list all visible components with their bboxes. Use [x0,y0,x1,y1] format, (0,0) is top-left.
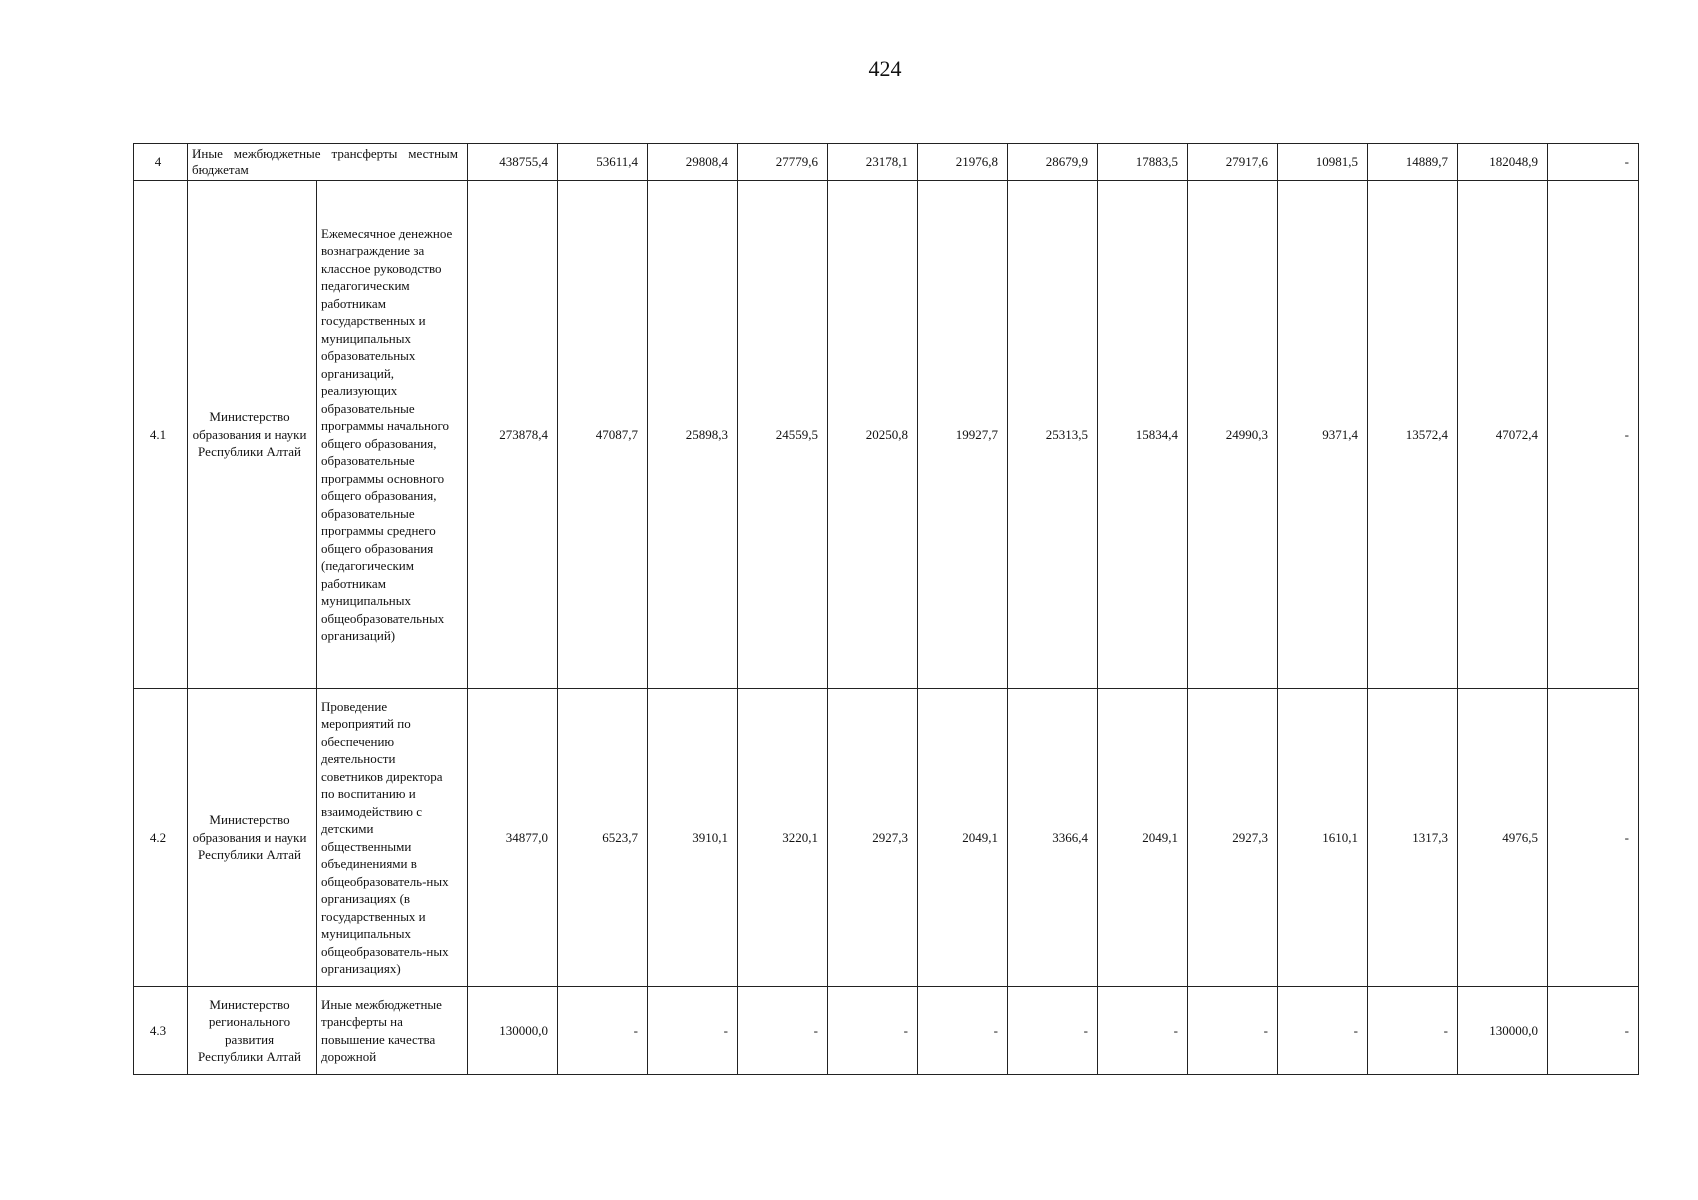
value-cell: 3910,1 [648,689,738,987]
value-cell: 34877,0 [468,689,558,987]
value-cell: 21976,8 [918,144,1008,181]
value-cell: 14889,7 [1368,144,1458,181]
value-cell: 29808,4 [648,144,738,181]
value-cell: - [1548,181,1639,689]
value-cell: - [1548,144,1639,181]
value-cell: 17883,5 [1098,144,1188,181]
value-cell: - [1278,987,1368,1075]
value-cell: - [1188,987,1278,1075]
value-cell: - [1098,987,1188,1075]
value-cell: - [1368,987,1458,1075]
value-cell: 6523,7 [558,689,648,987]
value-cell: - [648,987,738,1075]
value-cell: 2049,1 [1098,689,1188,987]
value-cell: 273878,4 [468,181,558,689]
value-cell: - [1008,987,1098,1075]
value-cell: 2927,3 [828,689,918,987]
value-cell: 24559,5 [738,181,828,689]
value-cell: - [918,987,1008,1075]
value-cell: 25313,5 [1008,181,1098,689]
value-cell: 2049,1 [918,689,1008,987]
row-description: Проведение мероприятий по обеспечению деятельности советников директора по воспитанию и взаимодействию с детскими общественными объединениями в общеобразователь-ных организациях (в государственных и муниципальных общеобразователь-ных организациях) [317,689,468,987]
row-description: Ежемесячное денежное вознаграждение за классное руководство педагогическим работникам государственных и муниципальных образовательных организаций, реализующих образовательные программы начального общего образования, образовательные программы основного общего образования, образовательные программы среднего общего образования (педагогическим работникам муниципальных общеобразовательных организаций) [317,181,468,689]
value-cell: 2927,3 [1188,689,1278,987]
row-description: Иные межбюджетные трансферты на повышение качества дорожной [317,987,468,1075]
value-cell: 438755,4 [468,144,558,181]
row-number: 4.1 [134,181,188,689]
value-cell: 27779,6 [738,144,828,181]
row-number: 4.2 [134,689,188,987]
row-executor: Министерство образования и науки Республики Алтай [188,689,317,987]
value-cell: 3220,1 [738,689,828,987]
value-cell: 1317,3 [1368,689,1458,987]
row-number: 4.3 [134,987,188,1075]
value-cell: 23178,1 [828,144,918,181]
value-cell: 20250,8 [828,181,918,689]
page-number: 424 [868,56,902,81]
value-cell: - [558,987,648,1075]
value-cell: 13572,4 [1368,181,1458,689]
row-executor: Министерство образования и науки Республики Алтай [188,181,317,689]
value-cell: 4976,5 [1458,689,1548,987]
value-cell: - [1548,689,1639,987]
value-cell: 182048,9 [1458,144,1548,181]
value-cell: 47087,7 [558,181,648,689]
value-cell: 28679,9 [1008,144,1098,181]
row-description: Иные межбюджетные трансферты местным бюджетам [188,144,468,181]
value-cell: 27917,6 [1188,144,1278,181]
value-cell: 47072,4 [1458,181,1548,689]
value-cell: 130000,0 [1458,987,1548,1075]
value-cell: 1610,1 [1278,689,1368,987]
table-row [134,144,1639,181]
row-executor: Министерство регионального развития Республики Алтай [188,987,317,1075]
value-cell: - [828,987,918,1075]
value-cell: 15834,4 [1098,181,1188,689]
row-number: 4 [134,144,188,181]
table-row [134,181,1639,689]
budget-table [133,143,1639,1075]
value-cell: - [1548,987,1639,1075]
value-cell: 3366,4 [1008,689,1098,987]
value-cell: 25898,3 [648,181,738,689]
value-cell: 130000,0 [468,987,558,1075]
value-cell: 19927,7 [918,181,1008,689]
table-row [134,689,1639,987]
table-row [134,987,1639,1075]
value-cell: 24990,3 [1188,181,1278,689]
value-cell: - [738,987,828,1075]
value-cell: 53611,4 [558,144,648,181]
value-cell: 9371,4 [1278,181,1368,689]
value-cell: 10981,5 [1278,144,1368,181]
